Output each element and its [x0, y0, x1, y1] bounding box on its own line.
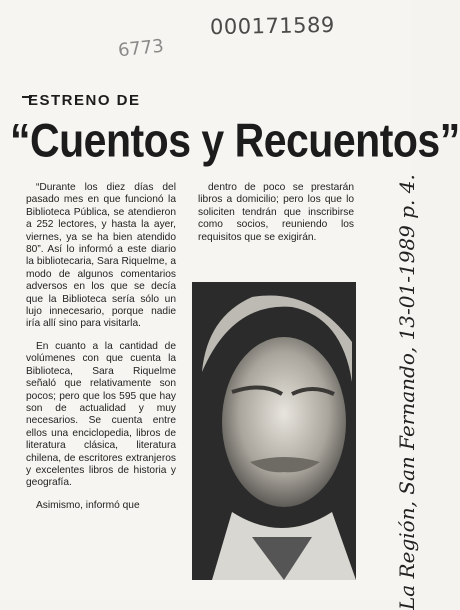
paragraph: dentro de poco se prestarán libros a domicilio; pero los que lo soliciten tendrán que inscribirse como socios, reuniendo los requisitos que se exigirán.: [198, 182, 354, 243]
portrait-photo: [192, 282, 356, 580]
kicker: ESTRENO DE: [28, 92, 141, 109]
paragraph: “Durante los diez días del pasado mes en que funcionó la Biblioteca Pública, se atendieron a 252 lectores, y hasta la ayer, viernes, ya se ha bien atendido 80”. Así lo informó a este diario la bibliotecaria, Sara Riquelme, a modo de algunos comentarios adversos en los que se decía que la Biblioteca sería sólo un lujo innecesario, porque nadie iría allí sino para visitarla.: [26, 182, 176, 330]
handwritten-source-note: La Región, San Fernando, 13-01-1989 p. 4.: [395, 174, 419, 610]
stamp-number: 000171589: [209, 12, 335, 40]
right-column: [198, 182, 354, 254]
left-column: [26, 182, 176, 522]
paragraph: En cuanto a la cantidad de volúmenes con que cuenta la Biblioteca, Sara Riquelme señaló que relativamente son pocos; pero que los 595 que hay son de actualidad y muy necesarios. Se cuenta entre ellos una enciclopedia, libros de literatura clásica, literatura chilena, de escritores extranjeros y excelentes libros de historia y geografía.: [26, 340, 176, 489]
portrait-image: [192, 282, 356, 580]
paragraph: Asimismo, informó que: [36, 499, 140, 511]
pencil-number: 6773: [117, 35, 165, 62]
headline: “Cuentos y Recuentos”: [10, 114, 460, 167]
